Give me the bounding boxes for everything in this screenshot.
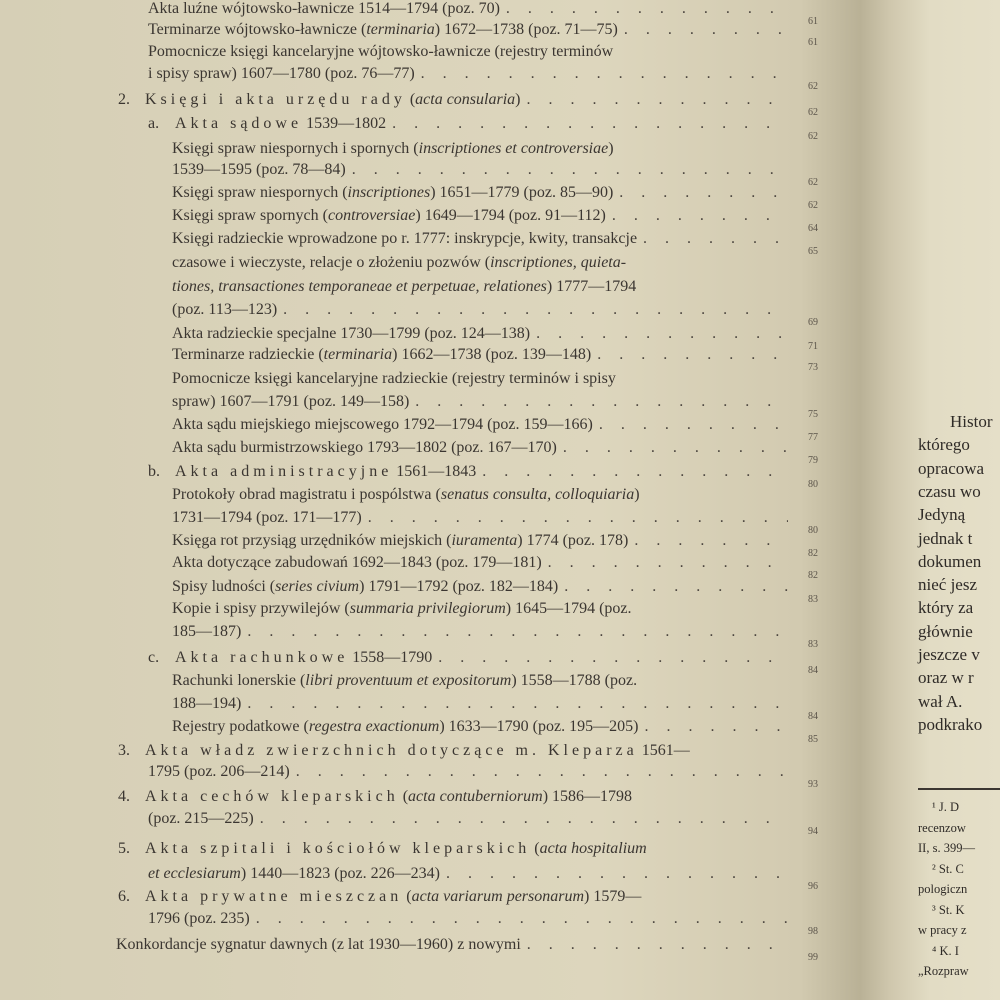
dot-leader	[613, 184, 788, 202]
footnote-line: recenzow	[918, 820, 966, 835]
toc-entry-text: Akta rachunkowe	[175, 649, 349, 666]
toc-entry-text: Konkordancje sygnatur dawnych (z lat 1930—1960) z nowymi	[116, 936, 521, 953]
body-text-line: podkrako	[918, 714, 983, 734]
dot-leader	[521, 936, 788, 954]
toc-entry	[172, 184, 788, 202]
toc-entry-number: 2.	[118, 91, 130, 108]
toc-entry-text: Księga rot przysiąg urzędników miejskich (	[172, 532, 452, 549]
toc-entry-text: acta variarum personarum	[411, 888, 585, 905]
toc-page-number: 75	[808, 409, 818, 420]
toc-entry-text: regestra exactionum	[308, 718, 440, 735]
toc-entry-text: Terminarze radzieckie (	[172, 346, 324, 363]
toc-entry-text: inscriptiones	[347, 184, 431, 201]
toc-entry-text: (poz. 215—225)	[148, 810, 254, 827]
toc-entry-text: terminaria	[366, 21, 435, 38]
dot-leader	[637, 230, 788, 248]
body-text-line: oraz w r	[918, 668, 974, 688]
toc-entry-text: Akta szpitali i kościołów kleparskich	[145, 840, 531, 857]
toc-page-number: 71	[808, 341, 818, 352]
toc-entry	[172, 532, 788, 550]
toc-entry-text: Protokoły obrad magistratu i pospólstwa (	[172, 486, 441, 503]
toc-page-number: 80	[808, 479, 818, 490]
toc-entry	[172, 278, 788, 296]
toc-page-number: 62	[808, 177, 818, 188]
toc-entry	[172, 672, 788, 690]
toc-entry-text: ) 1579—	[584, 888, 642, 905]
toc-entry-number: c.	[148, 649, 160, 666]
toc-entry-text: ) 1645—1794 (poz.	[505, 600, 632, 617]
toc-page-number: 73	[808, 362, 818, 373]
toc-entry-number: 5.	[118, 840, 130, 857]
body-text-line: dokumen	[918, 551, 982, 571]
toc-entry-text: ) 1672—1738 (poz. 71—75)	[434, 21, 618, 38]
toc-entry-text: Akta cechów kleparskich	[145, 788, 399, 805]
toc-entry	[118, 788, 788, 806]
dot-leader	[558, 578, 788, 596]
dot-leader	[520, 91, 788, 109]
dot-leader	[638, 718, 788, 736]
toc-entry-text: 1796 (poz. 235)	[148, 910, 250, 927]
toc-entry	[148, 21, 788, 39]
toc-entry	[172, 393, 788, 411]
dot-leader	[254, 810, 788, 828]
toc-entry	[172, 370, 788, 388]
toc-entry	[172, 230, 788, 248]
toc-entry-text: ) 1558—1788 (poz.	[511, 672, 638, 689]
body-text-line: Jedyną	[918, 505, 966, 525]
toc-entry-text: series civium	[275, 578, 360, 595]
toc-entry	[148, 0, 788, 18]
toc-entry	[148, 763, 788, 781]
body-text-line: Histor	[950, 412, 993, 431]
toc-entry-text: Księgi spraw spornych (	[172, 207, 328, 224]
body-text-line: jeszcze v	[918, 645, 980, 664]
toc-entry-text: terminaria	[323, 346, 393, 363]
dot-leader	[606, 207, 788, 225]
dot-leader	[241, 623, 788, 641]
toc-page-number: 84	[808, 665, 818, 676]
dot-leader	[432, 649, 788, 667]
toc-entry-text: tiones, transactiones temporaneae et perpetuae, relationes	[172, 278, 547, 295]
toc-entry-text: ) 1586—1798	[542, 788, 633, 805]
toc-page-number: 80	[808, 525, 818, 536]
body-text-line: nieć jesz	[918, 575, 977, 595]
toc-entry-text: ) 1651—1779 (poz. 85—90)	[430, 184, 614, 201]
toc-entry	[172, 554, 788, 572]
dot-leader	[476, 463, 788, 481]
toc-entry	[148, 649, 788, 667]
toc-entry-text: ) 1791—1792 (poz. 182—184)	[359, 578, 559, 595]
dot-leader	[250, 910, 788, 928]
toc-entry-text: acta contuberniorum	[408, 788, 543, 805]
toc-page-number: 83	[808, 594, 818, 605]
toc-entry	[148, 115, 788, 133]
toc-entry	[172, 600, 788, 618]
toc-entry-text: Terminarze wójtowsko-ławnicze (	[148, 21, 367, 38]
toc-entry	[172, 140, 788, 158]
toc-entry-number: b.	[148, 463, 160, 480]
toc-page-number: 62	[808, 81, 818, 92]
toc-entry-text: acta hospitalium	[539, 840, 647, 857]
toc-entry-text: 1561—	[637, 742, 690, 759]
toc-entry	[148, 463, 788, 481]
toc-entry-text: Rachunki lonerskie (	[172, 672, 306, 689]
toc-entry-text: Księgi i akta urzędu rady	[145, 91, 406, 108]
toc-page-number: 82	[808, 548, 818, 559]
footnote-line: II, s. 399—	[918, 841, 975, 855]
toc-entry	[118, 840, 788, 858]
toc-page-number: 94	[808, 826, 818, 837]
toc-page-number: 83	[808, 639, 818, 650]
toc-entry-text: Akta luźne wójtowsko-ławnicze 1514—1794 (poz. 70)	[148, 0, 500, 17]
footnote-line: w pracy z	[918, 923, 967, 937]
toc-entry	[118, 91, 788, 109]
dot-leader	[530, 325, 788, 343]
toc-entry-text: iuramenta	[451, 532, 518, 549]
toc-entry-text: 1561—1843	[392, 463, 477, 480]
toc-entry-text: Kopie i spisy przywilejów (	[172, 600, 350, 617]
dot-leader	[290, 763, 788, 781]
toc-page-number: 62	[808, 107, 818, 118]
toc-page-number: 99	[808, 952, 818, 963]
footnote-line: ⁴ K. I	[932, 943, 959, 958]
toc-entry-text: 188—194)	[172, 695, 242, 712]
toc-entry	[118, 888, 788, 906]
toc-entry	[172, 623, 788, 641]
toc-entry-text: Księgi spraw niespornych i spornych (	[172, 140, 419, 157]
toc-page-number: 82	[808, 570, 818, 581]
toc-page-number: 62	[808, 131, 818, 142]
toc-entry	[148, 865, 788, 883]
toc-page-number: 62	[808, 200, 818, 211]
body-text-line: jednak t	[918, 528, 973, 548]
toc-entry-text: Pomocnicze księgi kancelaryjne wójtowsko-ławnicze (rejestry terminów	[148, 43, 614, 60]
toc-entry	[172, 161, 788, 179]
toc-entry-text: inscriptiones, quieta-	[490, 254, 627, 271]
dot-leader	[241, 695, 788, 713]
body-text-line: opracowa	[918, 458, 985, 478]
toc-entry	[172, 509, 788, 527]
toc-entry	[172, 695, 788, 713]
toc-entry	[148, 810, 788, 828]
toc-page-number: 85	[808, 734, 818, 745]
toc-entry	[148, 65, 788, 83]
toc-entry	[172, 416, 788, 434]
dot-leader	[386, 115, 788, 133]
toc-entry-text: Pomocnicze księgi kancelaryjne radzieckie (rejestry terminów i spisy	[172, 370, 616, 387]
toc-entry-text: 1558—1790	[348, 649, 433, 666]
toc-page-number: 69	[808, 317, 818, 328]
toc-entry-text: inscriptiones et controversiae	[418, 140, 609, 157]
toc-entry-text: ) 1774 (poz. 178)	[517, 532, 629, 549]
toc-entry-text: (poz. 113—123)	[172, 301, 278, 318]
toc-entry-text: (	[398, 788, 409, 805]
dot-leader	[628, 532, 788, 550]
toc-entry	[172, 301, 788, 319]
toc-entry	[116, 936, 788, 954]
dot-leader	[593, 416, 788, 434]
toc-entry-text: czasowe i wieczyste, relacje o złożeniu pozwów (	[172, 254, 491, 271]
toc-page-number: 65	[808, 246, 818, 257]
footnote-line: pologiczn	[918, 882, 968, 896]
dot-leader	[277, 301, 788, 319]
toc-entry-text: Akta sądu burmistrzowskiego 1793—1802 (poz. 167—170)	[172, 439, 557, 456]
dot-leader	[500, 0, 788, 18]
dot-leader	[557, 439, 788, 457]
footnote-line: „Rozpraw	[918, 964, 969, 978]
toc-entry-number: a.	[148, 115, 160, 132]
dot-leader	[440, 865, 788, 883]
dot-leader	[542, 554, 788, 572]
toc-entry-text: 1539—1802	[302, 115, 387, 132]
toc-entry	[172, 207, 788, 225]
toc-entry-text: ) 1777—1794	[546, 278, 637, 295]
toc-page-number: 84	[808, 711, 818, 722]
dot-leader	[618, 21, 788, 39]
toc-entry-text: Rejestry podatkowe (	[172, 718, 309, 735]
toc-entry	[172, 325, 788, 343]
body-text-line: który za	[918, 598, 974, 618]
toc-entry-number: 4.	[118, 788, 130, 805]
toc-entry-number: 3.	[118, 742, 130, 759]
toc-entry-text: )	[608, 140, 614, 157]
toc-entry	[172, 439, 788, 457]
body-text-line: głównie	[918, 621, 973, 641]
toc-entry-text: Księgi spraw niespornych (	[172, 184, 348, 201]
footnote-line: ¹ J. D	[932, 800, 960, 814]
toc-entry	[172, 346, 788, 364]
toc-entry-text: (	[402, 888, 412, 905]
toc-entry-text: ) 1662—1738 (poz. 139—148)	[392, 346, 592, 363]
dot-leader	[346, 161, 788, 179]
toc-entry-text: Akta sądu miejskiego miejscowego 1792—1794 (poz. 159—166)	[172, 416, 593, 433]
toc-entry-text: ) 1633—1790 (poz. 195—205)	[439, 718, 639, 735]
toc-entry-text: ) 1440—1823 (poz. 226—234)	[240, 865, 440, 882]
toc-entry-text: 1539—1595 (poz. 78—84)	[172, 161, 346, 178]
toc-entry-text: i spisy spraw) 1607—1780 (poz. 76—77)	[148, 65, 415, 82]
toc-entry-text: Akta władz zwierzchnich dotyczące m. Kleparza	[145, 742, 638, 759]
body-text-line: czasu wo	[918, 481, 981, 501]
toc-entry-text: libri proventuum et expositorum	[305, 672, 512, 689]
body-text-line: którego	[918, 435, 970, 455]
toc-entry-text: controversiae	[327, 207, 416, 224]
toc-entry-text: 1731—1794 (poz. 171—177)	[172, 509, 362, 526]
toc-entry-text: )	[634, 486, 640, 503]
toc-entry-number: 6.	[118, 888, 130, 905]
toc-entry	[148, 43, 788, 61]
toc-entry	[172, 578, 788, 596]
toc-entry-text: Spisy ludności (	[172, 578, 276, 595]
toc-entry	[172, 486, 788, 504]
dot-leader	[415, 65, 788, 83]
toc-entry-text: senatus consulta, colloquiaria	[440, 486, 635, 503]
body-text-line: wał A.	[918, 691, 963, 711]
toc-entry-text: 1795 (poz. 206—214)	[148, 763, 290, 780]
toc-page-number: 77	[808, 432, 818, 443]
footnote-divider	[918, 788, 1000, 790]
toc-entry-text: )	[515, 91, 521, 108]
toc-page-number: 96	[808, 881, 818, 892]
toc-entry-text: spraw) 1607—1791 (poz. 149—158)	[172, 393, 410, 410]
footnote-line: ³ St. K	[932, 902, 965, 917]
toc-entry-text: Księgi radzieckie wprowadzone po r. 1777: inskrypcje, kwity, transakcje	[172, 230, 638, 247]
toc-entry-text: acta consularia	[415, 91, 516, 108]
toc-entry-text: Akta dotyczące zabudowań 1692—1843 (poz. 179—181)	[172, 554, 542, 571]
toc-entry-text: Akta prywatne mieszczan	[145, 888, 403, 905]
toc-entry	[172, 254, 788, 272]
toc-entry	[172, 718, 788, 736]
toc-entry-text: Akta radzieckie specjalne 1730—1799 (poz. 124—138)	[172, 325, 531, 342]
toc-page-number: 64	[808, 223, 818, 234]
toc-page-number: 79	[808, 455, 818, 466]
toc-page-number: 93	[808, 779, 818, 790]
toc-page-number: 98	[808, 926, 818, 937]
dot-leader	[362, 509, 788, 527]
toc-entry-text: Akta sądowe	[175, 115, 303, 132]
toc-entry-text: Akta administracyjne	[175, 463, 393, 480]
toc-entry	[118, 742, 788, 760]
toc-entry-text: ) 1649—1794 (poz. 91—112)	[415, 207, 606, 224]
toc-entry-text: (	[405, 91, 416, 108]
toc-entry-text: 185—187)	[172, 623, 242, 640]
toc-entry-text: (	[530, 840, 540, 857]
toc-page-number: 61	[808, 16, 818, 27]
dot-leader	[591, 346, 788, 364]
toc-page-number: 61	[808, 37, 818, 48]
toc-entry-text: et ecclesiarum	[148, 865, 241, 882]
footnote-line: ² St. C	[932, 861, 964, 876]
dot-leader	[409, 393, 788, 411]
toc-entry	[148, 910, 788, 928]
toc-entry-text: summaria privilegiorum	[349, 600, 506, 617]
